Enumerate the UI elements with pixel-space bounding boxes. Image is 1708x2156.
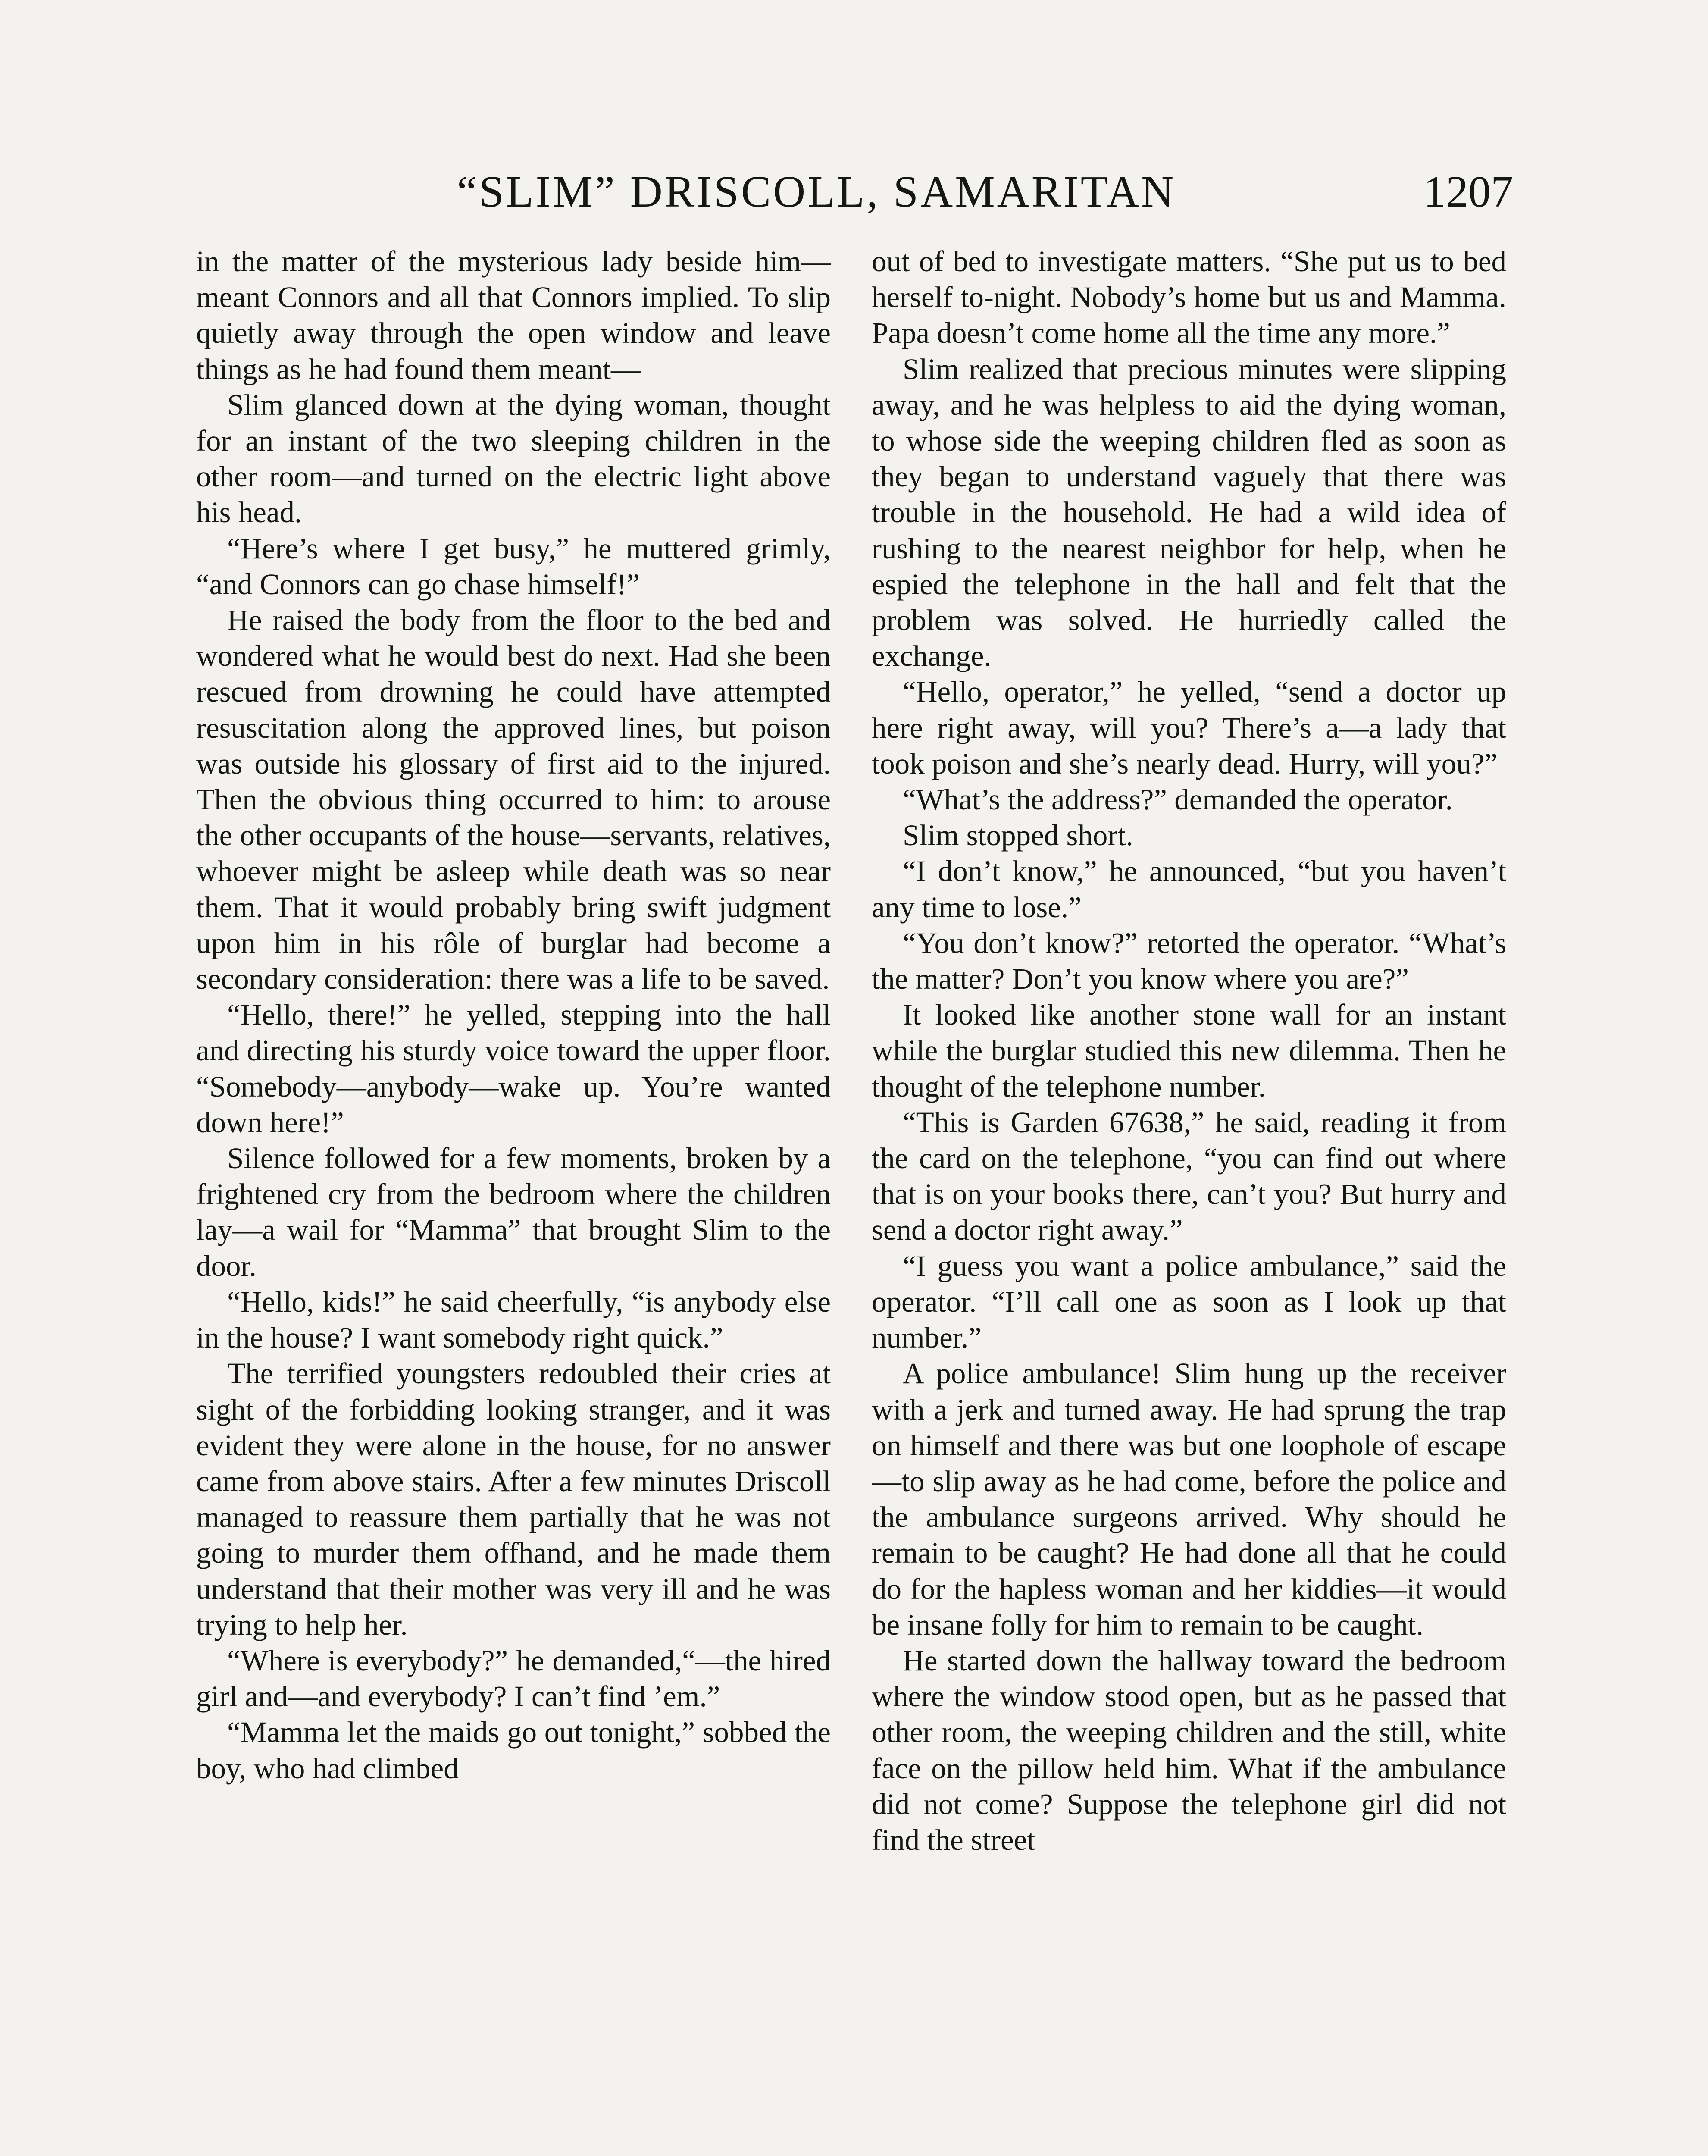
left-paragraph-6: Silence followed for a few moments, broken by a frightened cry from the bedroom where the children lay—a wail for “Mamma” that brought Slim to the door. bbox=[196, 1142, 831, 1282]
running-title: “SLIM” DRISCOLL, SAMARITAN bbox=[457, 167, 1176, 216]
right-paragraph-12: He started down the hallway toward the bedroom where the window stood open, but as he passed that other room, the weeping children and the still, white face on the pillow held him. What if the ambulance did not come? Suppose the telephone girl did not find the street bbox=[872, 1644, 1506, 1856]
right-paragraph-11: A police ambulance! Slim hung up the receiver with a jerk and turned away. He had sprung the trap on himself and there was but one loophole of escape—to slip away as he had come, before the police and the ambulance surgeons arrived. Why should he remain to be caught? He had done all that he could do for the hapless woman and her kiddies—it would be insane folly for him to remain to be caught. bbox=[872, 1357, 1506, 1641]
left-paragraph-4: He raised the body from the floor to the bed and wondered what he would best do next. Had she been rescued from drowning he could have attempted resuscitation along the approved lines, but poison was outside his glossary of first aid to the injured. Then the obvious thing occurred to him: to arouse the other occupants of the house—servants, relatives, whoever might be asleep while death was so near them. That it would probably bring swift judgment upon him in his rôle of burglar had become a secondary consideration: there was a life to be saved. bbox=[196, 604, 831, 996]
right-paragraph-9: “This is Garden 67638,” he said, reading it from the card on the telephone, “you can find out where that is on your books there, can’t you? But hurry and send a doctor right away.” bbox=[872, 1106, 1506, 1247]
page-number: 1207 bbox=[1423, 167, 1513, 216]
left-paragraph-2: Slim glanced down at the dying woman, thought for an instant of the two sleeping children in the other room—and turned on the electric light above his head. bbox=[196, 388, 831, 529]
left-text-column bbox=[196, 244, 831, 2156]
left-paragraph-7: “Hello, kids!” he said cheerfully, “is anybody else in the house? I want somebody right quick.” bbox=[196, 1285, 831, 1354]
right-paragraph-10: “I guess you want a police ambulance,” said the operator. “I’ll call one as soon as I look up that number.” bbox=[872, 1249, 1506, 1354]
right-paragraph-7: “You don’t know?” retorted the operator. “What’s the matter? Don’t you know where you are?” bbox=[872, 926, 1506, 996]
left-paragraph-8: The terrified youngsters redoubled their cries at sight of the forbidding looking stranger, and it was evident they were alone in the house, for no answer came from above stairs. After a few minutes Driscoll managed to reassure them partially that he was not going to murder them offhand, and he made them understand that their mother was very ill and he was trying to help her. bbox=[196, 1357, 831, 1641]
left-paragraph-9: “Where is everybody?” he demanded,“—the hired girl and—and everybody? I can’t find ’em.” bbox=[196, 1644, 831, 1713]
right-paragraph-4: “What’s the address?” demanded the operator. bbox=[903, 783, 1453, 816]
left-paragraph-10: “Mamma let the maids go out tonight,” sobbed the boy, who had climbed bbox=[196, 1716, 831, 1785]
right-paragraph-5: Slim stopped short. bbox=[903, 819, 1133, 852]
right-paragraph-3: “Hello, operator,” he yelled, “send a doctor up here right away, will you? There’s a—a lady that took poison and she’s nearly dead. Hurry, will you?” bbox=[872, 675, 1506, 780]
right-paragraph-1: out of bed to investigate matters. “She put us to bed herself to-night. Nobody’s home but us and Mamma. Papa doesn’t come home all the time any more.” bbox=[872, 245, 1506, 350]
left-paragraph-5: “Hello, there!” he yelled, stepping into the hall and directing his sturdy voice toward the upper floor. “Somebody—anybody—wake up. You’re wanted down here!” bbox=[196, 998, 831, 1139]
right-paragraph-2: Slim realized that precious minutes were slipping away, and he was helpless to aid the dying woman, to whose side the weeping children fled as soon as they began to understand vaguely that there was trouble in the household. He had a wild idea of rushing to the nearest neighbor for help, when he espied the telephone in the hall and felt that the problem was solved. He hurriedly called the exchange. bbox=[872, 352, 1506, 673]
right-paragraph-8: It looked like another stone wall for an instant while the burglar studied this new dilemma. Then he thought of the telephone number. bbox=[872, 998, 1506, 1103]
right-paragraph-6: “I don’t know,” he announced, “but you haven’t any time to lose.” bbox=[872, 855, 1506, 924]
left-paragraph-1: in the matter of the mysterious lady beside him—meant Connors and all that Connors implied. To slip quietly away through the open window and leave things as he had found them meant— bbox=[196, 245, 831, 385]
right-text-column bbox=[872, 244, 1506, 2156]
left-paragraph-3: “Here’s where I get busy,” he muttered grimly, “and Connors can go chase himself!” bbox=[196, 532, 831, 601]
page-header bbox=[194, 166, 1513, 218]
